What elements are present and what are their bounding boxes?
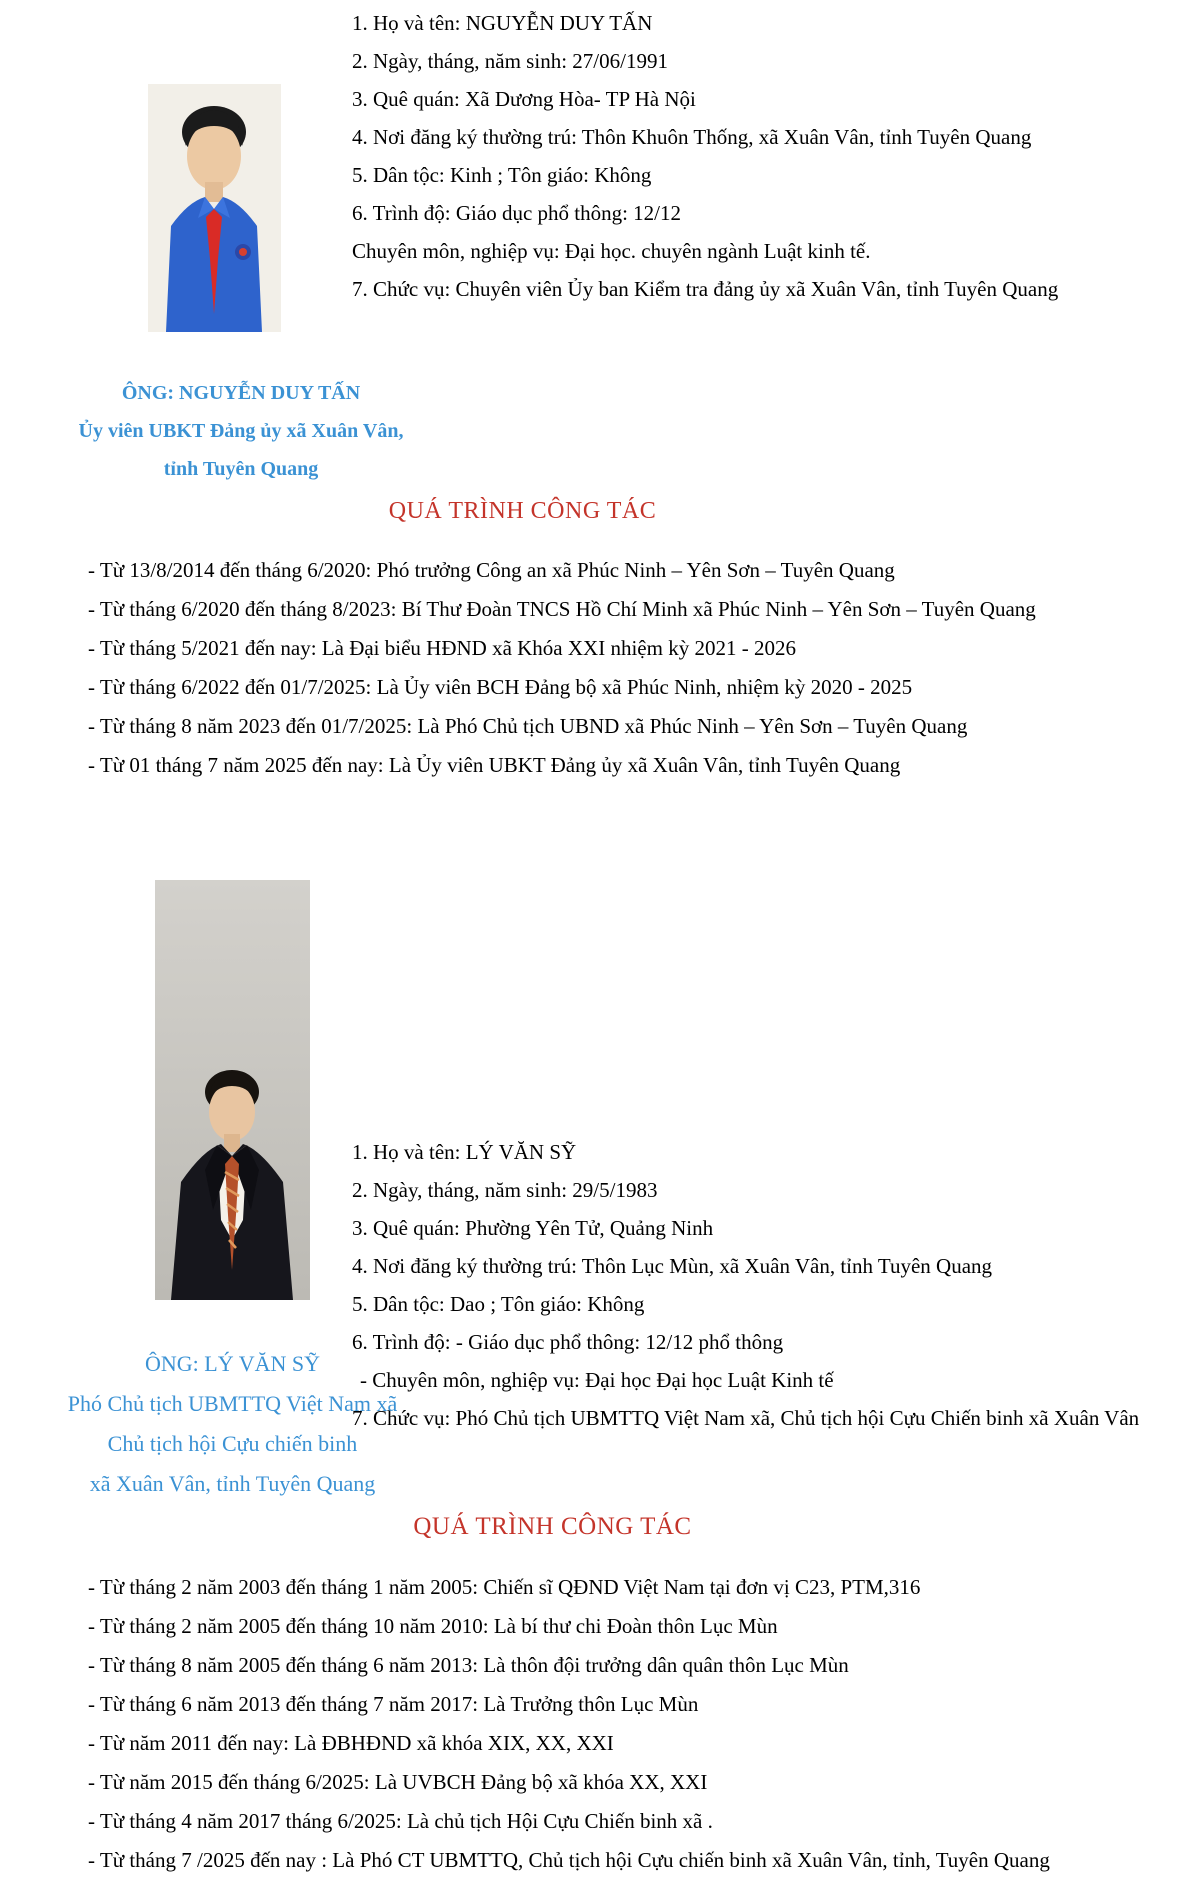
info-line: - Chuyên môn, nghiệp vụ: Đại học Đại học Luật Kinh tế (360, 1368, 834, 1392)
info-line: 5. Dân tộc: Kinh ; Tôn giáo: Không (352, 163, 652, 187)
face (209, 1083, 255, 1141)
career-item: - Từ 13/8/2014 đến tháng 6/2020: Phó trưởng Công an xã Phúc Ninh – Yên Sơn – Tuyên Quang (88, 558, 895, 582)
career-item: - Từ tháng 2 năm 2005 đến tháng 10 năm 2010: Là bí thư chi Đoàn thôn Lục Mùn (88, 1614, 778, 1638)
info-line: 6. Trình độ: Giáo dục phổ thông: 12/12 (352, 201, 682, 225)
caption-name-line: ÔNG: LÝ VĂN SỸ (145, 1351, 320, 1376)
caption-title-line: Ủy viên UBKT Đảng ủy xã Xuân Vân, (78, 420, 404, 442)
person2-caption (50, 1344, 415, 1504)
caption-title-line: Chủ tịch hội Cựu chiến binh (107, 1431, 358, 1456)
info-line: 7. Chức vụ: Phó Chủ tịch UBMTTQ Việt Nam xã, Chủ tịch hội Cựu Chiến binh xã Xuân Vân (352, 1406, 1140, 1430)
caption-title-line: Phó Chủ tịch UBMTTQ Việt Nam xã (67, 1391, 398, 1416)
career-item: - Từ tháng 7 /2025 đến nay : Là Phó CT UBMTTQ, Chủ tịch hội Cựu chiến binh xã Xuân Vân, tỉnh, Tuyên Quang (88, 1848, 1050, 1872)
info-line: 4. Nơi đăng ký thường trú: Thôn Lục Mùn, xã Xuân Vân, tỉnh Tuyên Quang (352, 1254, 993, 1278)
info-line: 2. Ngày, tháng, năm sinh: 29/5/1983 (352, 1178, 658, 1202)
career-item: - Từ tháng 8 năm 2005 đến tháng 6 năm 2013: Là thôn đội trưởng dân quân thôn Lục Mùn (88, 1653, 849, 1677)
info-line: 1. Họ và tên: LÝ VĂN SỸ (352, 1140, 577, 1164)
caption-name-line: ÔNG: NGUYỄN DUY TẤN (121, 382, 361, 404)
career-item: - Từ tháng 6/2022 đến 01/7/2025: Là Ủy viên BCH Đảng bộ xã Phúc Ninh, nhiệm kỳ 2020 - 2025 (88, 675, 913, 699)
career-item: - Từ tháng 4 năm 2017 tháng 6/2025: Là chủ tịch Hội Cựu Chiến binh xã . (88, 1809, 713, 1833)
caption-title-line: tỉnh Tuyên Quang (163, 458, 319, 480)
face (187, 122, 241, 190)
career-section-heading-person1: QUÁ TRÌNH CÔNG TÁC (388, 498, 657, 524)
info-line: 5. Dân tộc: Dao ; Tôn giáo: Không (352, 1292, 645, 1316)
career-item: - Từ tháng 2 năm 2003 đến tháng 1 năm 2005: Chiến sĩ QĐND Việt Nam tại đơn vị C23, PTM,316 (88, 1575, 921, 1599)
info-line: 3. Quê quán: Phường Yên Tử, Quảng Ninh (352, 1216, 714, 1240)
info-line: 4. Nơi đăng ký thường trú: Thôn Khuôn Thống, xã Xuân Vân, tỉnh Tuyên Quang (352, 125, 1032, 149)
info-line: 6. Trình độ: - Giáo dục phổ thông: 12/12 phổ thông (352, 1330, 784, 1354)
career-item: - Từ năm 2011 đến nay: Là ĐBHĐND xã khóa XIX, XX, XXI (88, 1731, 614, 1755)
neck (205, 182, 223, 202)
person2-info-list (352, 1133, 1172, 1434)
badge-center (239, 248, 247, 256)
info-line: 2. Ngày, tháng, năm sinh: 27/06/1991 (352, 49, 668, 73)
person1-career-list (88, 551, 1176, 785)
info-line: Chuyên môn, nghiệp vụ: Đại học. chuyên ngành Luật kinh tế. (352, 239, 871, 263)
person1-info-list (352, 4, 1172, 308)
career-item: - Từ 01 tháng 7 năm 2025 đến nay: Là Ủy viên UBKT Đảng ủy xã Xuân Vân, tỉnh Tuyên Quang (88, 753, 901, 777)
info-line: 3. Quê quán: Xã Dương Hòa- TP Hà Nội (352, 87, 696, 111)
career-item: - Từ tháng 6/2020 đến tháng 8/2023: Bí Thư Đoàn TNCS Hồ Chí Minh xã Phúc Ninh – Yên Sơn – Tuyên Quang (88, 597, 1036, 621)
caption-title-line: xã Xuân Vân, tỉnh Tuyên Quang (89, 1471, 376, 1496)
info-line: 1. Họ và tên: NGUYỄN DUY TẤN (352, 11, 653, 35)
portrait-photo-person2 (155, 880, 310, 1300)
person2-career-list (88, 1568, 1176, 1880)
career-item: - Từ tháng 8 năm 2023 đến 01/7/2025: Là Phó Chủ tịch UBND xã Phúc Ninh – Yên Sơn – Tuyên Quang (88, 714, 968, 738)
info-line: 7. Chức vụ: Chuyên viên Ủy ban Kiểm tra đảng ủy xã Xuân Vân, tỉnh Tuyên Quang (352, 277, 1059, 301)
career-item: - Từ tháng 6 năm 2013 đến tháng 7 năm 2017: Là Trưởng thôn Lục Mùn (88, 1692, 699, 1716)
career-item: - Từ tháng 5/2021 đến nay: Là Đại biểu HĐND xã Khóa XXI nhiệm kỳ 2021 - 2026 (88, 636, 796, 660)
career-section-heading-person2: QUÁ TRÌNH CÔNG TÁC (413, 1513, 692, 1540)
neck (224, 1134, 240, 1152)
person1-caption (62, 374, 420, 488)
career-item: - Từ năm 2015 đến tháng 6/2025: Là UVBCH Đảng bộ xã khóa XX, XXI (88, 1770, 708, 1794)
portrait-photo-person1 (148, 84, 281, 332)
